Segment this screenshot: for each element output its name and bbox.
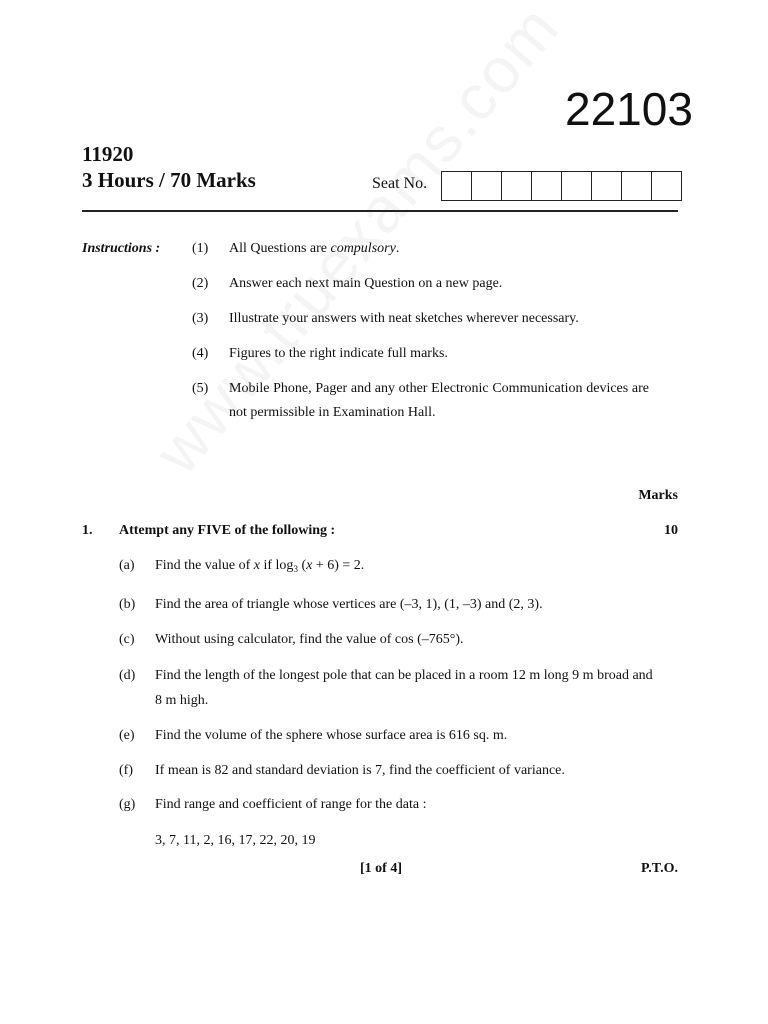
instruction-number: (5) — [192, 381, 209, 396]
question-marks: 10 — [664, 523, 678, 538]
instruction-number: (1) — [192, 241, 209, 256]
part-text: Without using calculator, find the value of cos (–765°). — [155, 632, 464, 647]
marks-column-heading: Marks — [638, 488, 678, 503]
part-text: Find the value of x if $\log_3 (x + 6) = 2$. — [155, 558, 365, 574]
page-number: [1 of 4] — [360, 861, 402, 876]
part-label: (g) — [119, 797, 136, 812]
instruction-text: Mobile Phone, Pager and any other Electronic Communication devices are not permissible in Examination Hall. — [229, 381, 649, 420]
paper-code: 22103 — [565, 83, 693, 135]
data-values: 3, 7, 11, 2, 16, 17, 22, 20, 19 — [155, 833, 316, 848]
seat-box[interactable] — [472, 172, 502, 200]
duration-marks: 3 Hours / 70 Marks — [82, 168, 256, 192]
instruction-number: (4) — [192, 346, 209, 361]
part-text: If mean is 82 and standard deviation is 7, find the coefficient of variance. — [155, 763, 565, 778]
question-number: 1. — [82, 523, 93, 538]
part-label: (e) — [119, 728, 135, 743]
part-text: Find range and coefficient of range for the data : — [155, 797, 427, 812]
please-turn-over: P.T.O. — [641, 861, 678, 876]
seat-box[interactable] — [532, 172, 562, 200]
part-text: Find the length of the longest pole that can be placed in a room 12 m long 9 m broad and 8 m high. — [155, 668, 653, 708]
part-label: (b) — [119, 597, 136, 612]
instruction-text: Answer each next main Question on a new page. — [229, 276, 503, 291]
header-divider — [82, 210, 678, 212]
seat-box[interactable] — [622, 172, 652, 200]
seat-number-label: Seat No. — [372, 175, 428, 192]
part-label: (d) — [119, 668, 136, 683]
instructions-heading: Instructions : — [82, 241, 161, 256]
part-label: (a) — [119, 558, 135, 573]
seat-box[interactable] — [562, 172, 592, 200]
seat-box[interactable] — [652, 172, 681, 200]
instruction-text: All Questions are compulsory. — [229, 241, 400, 256]
instruction-emphasis: compulsory — [330, 241, 396, 256]
exam-code: 11920 — [82, 142, 134, 166]
part-text: Find the volume of the sphere whose surface area is 616 sq. m. — [155, 728, 508, 743]
instruction-number: (2) — [192, 276, 209, 291]
instruction-text: Figures to the right indicate full marks. — [229, 346, 448, 361]
seat-box[interactable] — [442, 172, 472, 200]
instruction-number: (3) — [192, 311, 209, 326]
instruction-text: Illustrate your answers with neat sketches wherever necessary. — [229, 311, 579, 326]
question-title: Attempt any FIVE of the following : — [119, 523, 336, 538]
seat-box[interactable] — [592, 172, 622, 200]
part-label: (c) — [119, 632, 135, 647]
part-text: Find the area of triangle whose vertices are (–3, 1), (1, –3) and (2, 3). — [155, 597, 543, 612]
seat-number-boxes[interactable] — [441, 171, 682, 201]
seat-box[interactable] — [502, 172, 532, 200]
part-label: (f) — [119, 763, 133, 778]
